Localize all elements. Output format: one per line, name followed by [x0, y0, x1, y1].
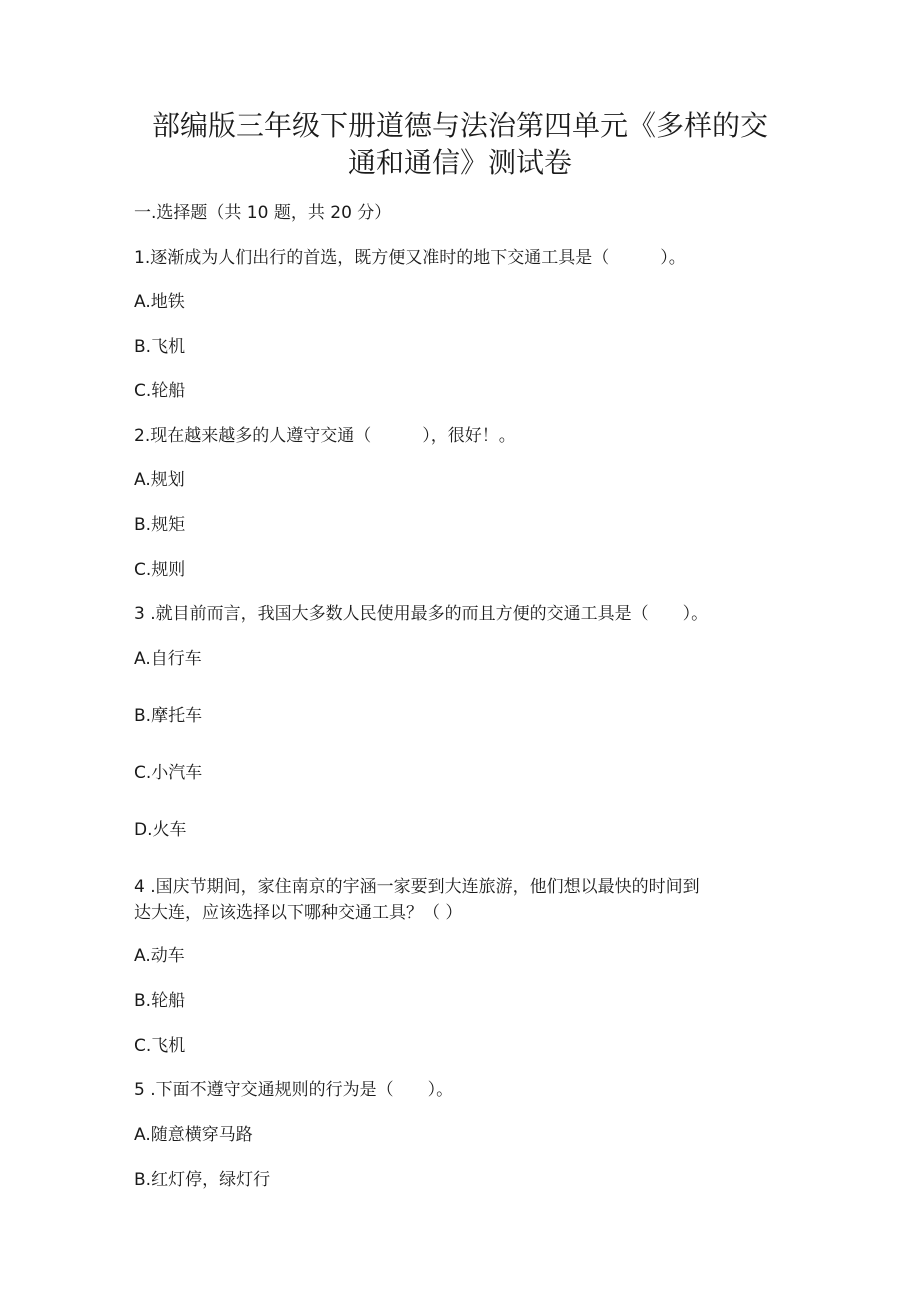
question-5-stem: 5 .下面不遵守交通规则的行为是（ ）。 — [134, 1080, 454, 1100]
question-3-option-d: D.火车 — [134, 820, 187, 840]
question-4-stem-line-1: 4 .国庆节期间，家住南京的宇涵一家要到大连旅游，他们想以最快的时间到 — [134, 877, 700, 897]
question-5-option-b: B.红灯停，绿灯行 — [134, 1170, 271, 1190]
question-3-option-a: A.自行车 — [134, 649, 202, 669]
section-heading: 一.选择题（共 10 题，共 20 分） — [134, 203, 392, 223]
document-title-line-2: 通和通信》测试卷 — [347, 146, 572, 179]
question-3-option-c: C.小汽车 — [134, 763, 203, 783]
question-2-option-a: A.规划 — [134, 470, 185, 490]
question-3-option-b: B.摩托车 — [134, 706, 203, 726]
question-4-stem-line-2: 达大连，应该选择以下哪种交通工具？（ ） — [134, 903, 463, 923]
question-1-stem: 1.逐渐成为人们出行的首选，既方便又准时的地下交通工具是（ ）。 — [134, 248, 686, 268]
question-4-option-b: B.轮船 — [134, 991, 186, 1011]
question-4-option-c: C.飞机 — [134, 1036, 186, 1056]
question-1-option-a: A.地铁 — [134, 292, 185, 312]
question-1-option-c: C.轮船 — [134, 381, 186, 401]
question-3-stem: 3 .就目前而言，我国大多数人民使用最多的而且方便的交通工具是（ ）。 — [134, 604, 709, 624]
document-title-line-1: 部编版三年级下册道德与法治第四单元《多样的交 — [151, 109, 768, 142]
question-1-option-b: B.飞机 — [134, 337, 186, 357]
question-4-option-a: A.动车 — [134, 946, 185, 966]
question-2-stem: 2.现在越来越多的人遵守交通（ ），很好！。 — [134, 426, 516, 446]
question-2-option-c: C.规则 — [134, 560, 186, 580]
question-2-option-b: B.规矩 — [134, 515, 186, 535]
question-5-option-a: A.随意横穿马路 — [134, 1125, 253, 1145]
